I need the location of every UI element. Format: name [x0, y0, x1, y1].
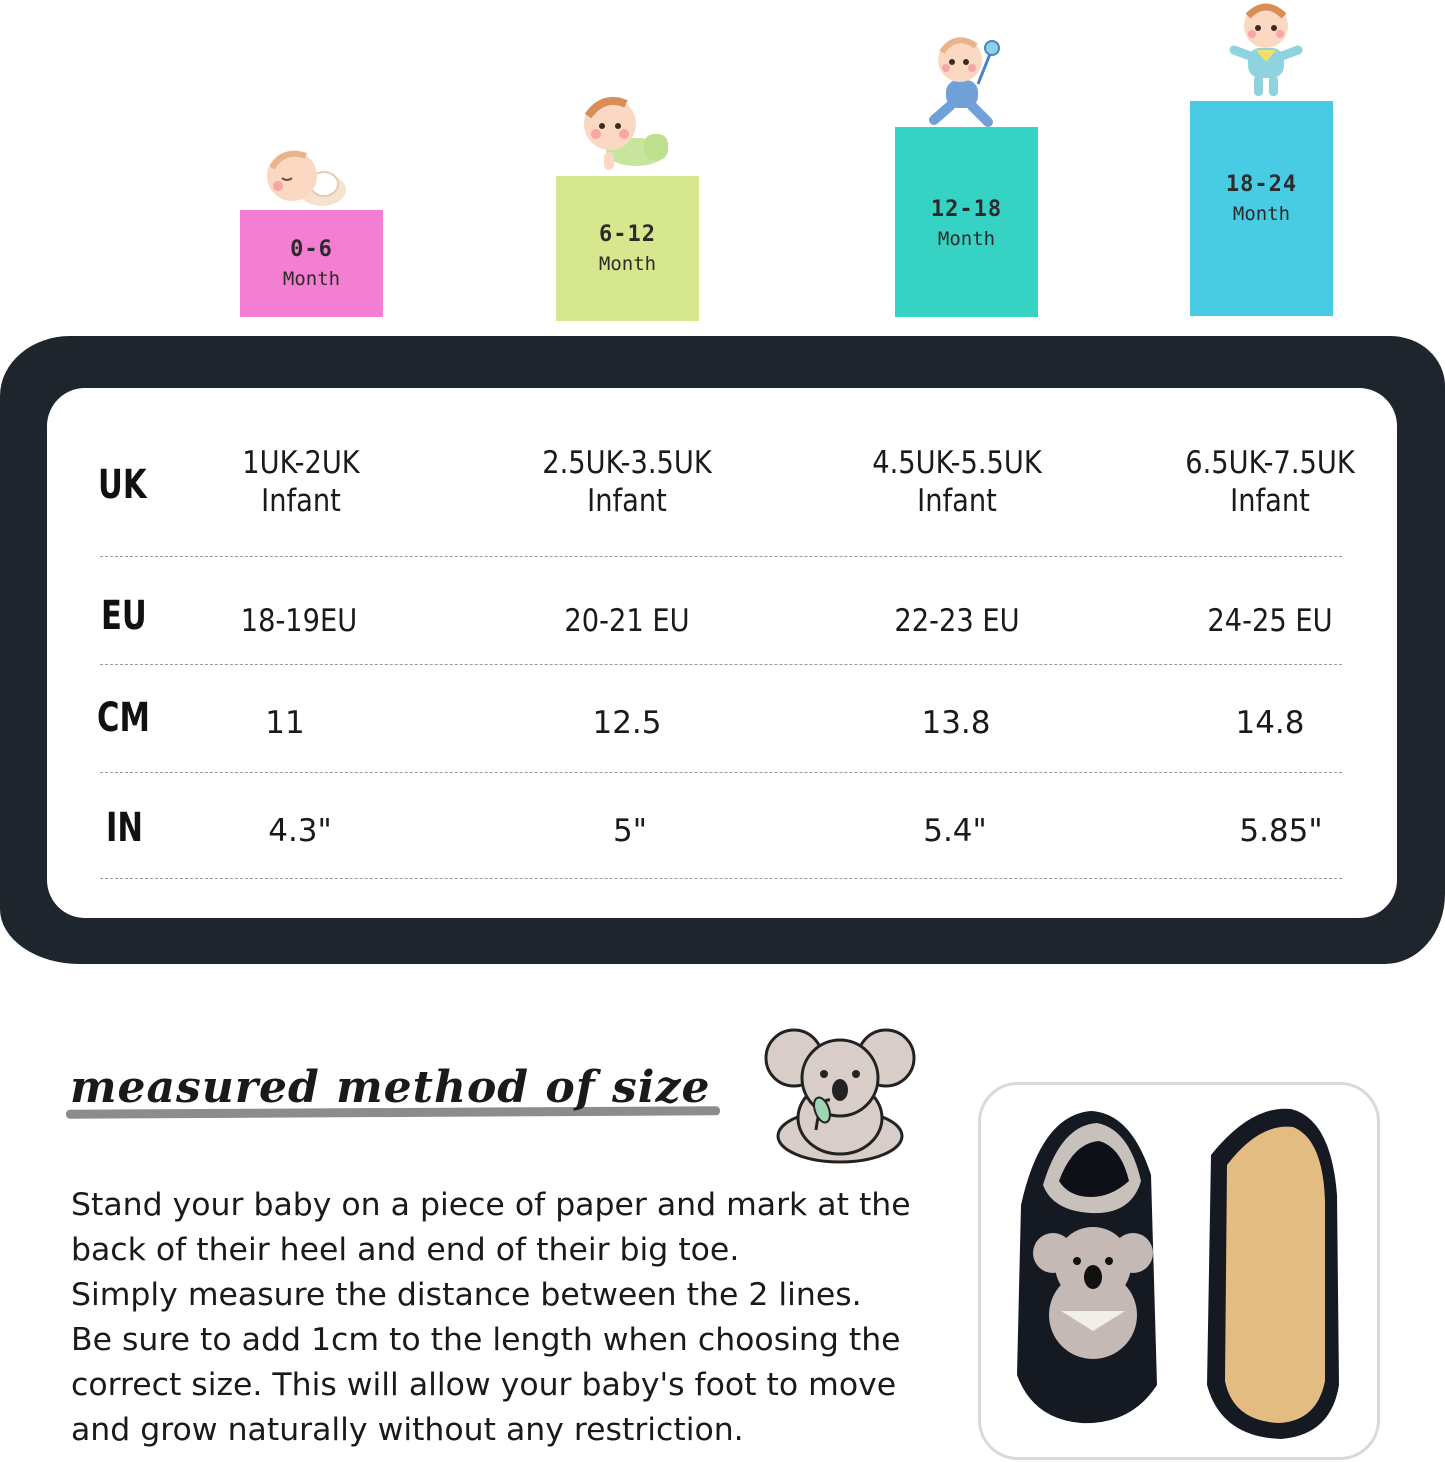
- measurement-instructions: [71, 1183, 951, 1453]
- table-cell: 24-25 EU: [1207, 603, 1333, 639]
- koala-icon: [760, 1018, 920, 1166]
- instruction-line: Be sure to add 1cm to the length when choosing the correct size. This will allow your baby's foot to move and grow naturally without any restriction.: [71, 1322, 901, 1448]
- table-cell: 5": [613, 813, 647, 849]
- running-baby-icon: [926, 34, 1008, 128]
- instruction-line: Stand your baby on a piece of paper and mark at the back of their heel and end of their big toe.: [71, 1187, 911, 1268]
- table-cell: 22-23 EU: [894, 603, 1020, 639]
- table-cell: 11: [265, 705, 305, 741]
- table-cell: [1156, 444, 1385, 520]
- table-cell: 12.5: [592, 705, 662, 741]
- age-box-6-12: [556, 176, 699, 321]
- row-label-in: IN: [106, 805, 143, 851]
- table-cell: 4.3": [268, 813, 332, 849]
- age-box-12-18: [895, 127, 1038, 317]
- age-range: 6-12: [599, 221, 656, 247]
- table-cell: 18-19EU: [240, 603, 358, 639]
- age-unit: Month: [282, 267, 341, 290]
- uk-size: 2.5UK-3.5UK: [542, 445, 712, 481]
- age-unit: Month: [1232, 203, 1291, 225]
- table-cell: 20-21 EU: [564, 603, 690, 639]
- uk-size: 4.5UK-5.5UK: [872, 445, 1042, 481]
- table-cell: [187, 444, 416, 520]
- row-label-eu: EU: [101, 593, 147, 639]
- uk-size-type: Infant: [587, 483, 667, 519]
- age-box-0-6: [240, 210, 383, 317]
- uk-size-type: Infant: [261, 483, 341, 519]
- age-unit: Month: [937, 228, 996, 250]
- shoe-photo-card: [978, 1082, 1380, 1460]
- row-label-cm: CM: [97, 695, 150, 741]
- table-cell: [843, 444, 1072, 520]
- table-cell: [513, 444, 742, 520]
- table-cell: 5.4": [923, 813, 987, 849]
- row-divider: [100, 878, 1342, 879]
- table-cell: 14.8: [1235, 705, 1305, 741]
- standing-baby-icon: [1226, 0, 1306, 100]
- age-box-18-24: [1190, 101, 1333, 316]
- uk-size: 6.5UK-7.5UK: [1185, 445, 1355, 481]
- table-cell: 5.85": [1239, 813, 1323, 849]
- row-label-uk: UK: [98, 462, 147, 508]
- sleeping-baby-icon: [262, 146, 352, 212]
- baby-shoe-icon: [981, 1085, 1377, 1457]
- row-divider: [100, 772, 1342, 773]
- age-unit: Month: [598, 252, 657, 275]
- age-range: 12-18: [930, 197, 1003, 222]
- uk-size-type: Infant: [917, 483, 997, 519]
- instruction-line: Simply measure the distance between the 2 lines.: [71, 1277, 862, 1313]
- method-title: measured method of size: [70, 1062, 711, 1113]
- uk-size: 1UK-2UK: [242, 445, 360, 481]
- age-range: 18-24: [1225, 172, 1298, 197]
- crawling-baby-icon: [574, 94, 672, 176]
- uk-size-type: Infant: [1230, 483, 1310, 519]
- table-cell: 13.8: [921, 705, 991, 741]
- row-divider: [100, 556, 1342, 557]
- age-range: 0-6: [290, 236, 333, 262]
- row-divider: [100, 664, 1342, 665]
